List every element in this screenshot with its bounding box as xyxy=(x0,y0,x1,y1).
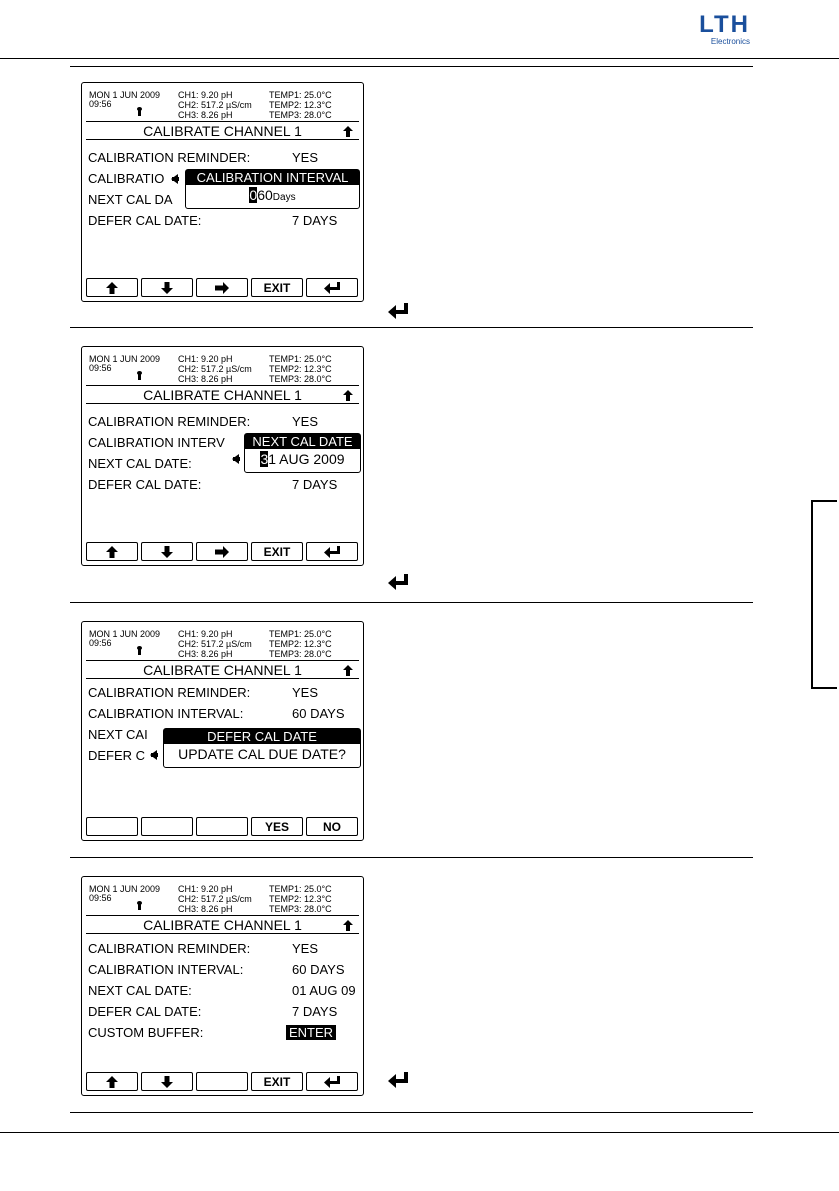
status-ch2: CH2: 517.2 µS/cm xyxy=(178,639,252,649)
arrow-right-icon xyxy=(215,282,229,294)
menu-item-next-cal-date[interactable]: NEXT CAL DATE: xyxy=(88,456,192,471)
status-ch3: CH3: 8.26 pH xyxy=(178,649,233,659)
menu-item-next-cal-date[interactable]: NEXT CAL DATE: xyxy=(88,983,192,998)
status-ch1: CH1: 9.20 pH xyxy=(178,884,233,894)
menu-item-defer-cal-date[interactable]: DEFER C xyxy=(88,748,146,763)
menu-item-custom-buffer[interactable]: CUSTOM BUFFER: xyxy=(88,1025,204,1040)
status-date: MON 1 JUN 2009 xyxy=(89,884,161,894)
down-key[interactable] xyxy=(141,542,193,561)
blank-key xyxy=(86,817,138,836)
title-rule xyxy=(86,933,359,934)
arrow-up-icon xyxy=(106,282,118,294)
section-side-tab xyxy=(811,500,837,689)
popup-title: CALIBRATION INTERVAL xyxy=(186,170,359,185)
blank-key xyxy=(141,817,193,836)
title-rule xyxy=(86,678,359,679)
calibration-reminder-value: YES xyxy=(292,414,319,429)
display-screen-4 xyxy=(81,876,364,1096)
interval-unit: Days xyxy=(272,192,296,203)
logo-subtext: Electronics xyxy=(710,37,750,46)
title-rule xyxy=(86,915,359,916)
calibration-interval-value: 60 DAYS xyxy=(292,706,345,721)
up-key[interactable] xyxy=(86,542,138,561)
next-cal-date-value: 01 AUG 09 xyxy=(292,983,356,998)
pointer-arrow-icon xyxy=(150,750,157,760)
next-cal-date-popup[interactable] xyxy=(244,433,361,473)
status-temp2: TEMP2: 12.3°C xyxy=(269,100,332,110)
scroll-up-icon xyxy=(343,920,353,931)
menu-item-calibration-reminder[interactable]: CALIBRATION REMINDER: xyxy=(88,685,251,700)
pointer-arrow-icon xyxy=(232,454,239,464)
enter-key[interactable] xyxy=(306,278,358,297)
header-rule xyxy=(0,58,839,59)
section-rule xyxy=(70,857,753,858)
interval-value: 60 xyxy=(257,187,273,203)
right-key[interactable] xyxy=(196,278,248,297)
status-ch2: CH2: 517.2 µS/cm xyxy=(178,894,252,904)
enter-icon xyxy=(324,546,340,558)
display-screen-2 xyxy=(81,346,364,566)
status-temp3: TEMP3: 28.0°C xyxy=(269,374,332,384)
status-temp3: TEMP3: 28.0°C xyxy=(269,649,332,659)
status-ch2: CH2: 517.2 µS/cm xyxy=(178,364,252,374)
defer-cal-date-popup[interactable] xyxy=(163,728,361,768)
up-key[interactable] xyxy=(86,278,138,297)
right-key[interactable] xyxy=(196,542,248,561)
softkey-bar xyxy=(86,542,359,562)
defer-cal-date-value: 7 DAYS xyxy=(292,213,338,228)
softkey-bar xyxy=(86,817,359,837)
enter-icon xyxy=(388,1072,408,1088)
arrow-right-icon xyxy=(215,546,229,558)
status-time: 09:56 xyxy=(89,893,112,903)
up-key[interactable] xyxy=(86,1072,138,1091)
enter-key[interactable] xyxy=(306,542,358,561)
enter-icon xyxy=(388,303,408,319)
enter-highlight: ENTER xyxy=(286,1025,336,1040)
screen-title: CALIBRATE CHANNEL 1 xyxy=(143,917,302,933)
scroll-up-icon xyxy=(343,126,353,137)
popup-title: NEXT CAL DATE xyxy=(245,434,360,449)
screen-title: CALIBRATE CHANNEL 1 xyxy=(143,387,302,403)
status-ch3: CH3: 8.26 pH xyxy=(178,904,233,914)
status-ch1: CH1: 9.20 pH xyxy=(178,354,233,364)
probe-icon xyxy=(138,110,141,116)
calibration-reminder-value: YES xyxy=(292,150,319,165)
menu-item-calibration-interval[interactable]: CALIBRATION INTERV xyxy=(88,435,225,450)
logo-text: LTH xyxy=(699,11,750,38)
probe-icon xyxy=(138,649,141,655)
popup-title: DEFER CAL DATE xyxy=(164,729,360,744)
interval-value-field[interactable] xyxy=(186,185,359,208)
calibration-reminder-value: YES xyxy=(292,941,319,956)
status-ch3: CH3: 8.26 pH xyxy=(178,374,233,384)
menu-item-defer-cal-date[interactable]: DEFER CAL DATE: xyxy=(88,477,202,492)
status-temp3: TEMP3: 28.0°C xyxy=(269,904,332,914)
probe-icon xyxy=(138,374,141,380)
status-ch1: CH1: 9.20 pH xyxy=(178,90,233,100)
down-key[interactable] xyxy=(141,278,193,297)
defer-cal-date-value: 7 DAYS xyxy=(292,477,338,492)
popup-question: UPDATE CAL DUE DATE? xyxy=(178,746,346,762)
no-key[interactable]: NO xyxy=(306,817,358,836)
next-cal-date-value: 1 AUG 2009 xyxy=(268,451,345,467)
scroll-up-icon xyxy=(343,390,353,401)
title-rule xyxy=(86,139,359,140)
calibration-interval-value: 60 DAYS xyxy=(292,962,345,977)
title-rule xyxy=(86,403,359,404)
section-rule xyxy=(70,327,753,328)
menu-item-next-cal-date[interactable]: NEXT CAI xyxy=(88,727,148,742)
lth-logo xyxy=(688,13,750,47)
menu-item-next-cal-date[interactable]: NEXT CAL DA xyxy=(88,192,173,207)
title-rule xyxy=(86,660,359,661)
section-rule xyxy=(70,1112,753,1113)
menu-item-defer-cal-date[interactable]: DEFER CAL DATE: xyxy=(88,213,202,228)
display-screen-3 xyxy=(81,621,364,841)
menu-item-defer-cal-date[interactable]: DEFER CAL DATE: xyxy=(88,1004,202,1019)
arrow-down-icon xyxy=(161,1076,173,1088)
status-date: MON 1 JUN 2009 xyxy=(89,629,161,639)
softkey-bar xyxy=(86,278,359,298)
exit-key[interactable]: EXIT xyxy=(251,1072,303,1091)
exit-key[interactable]: EXIT xyxy=(251,278,303,297)
scroll-up-icon xyxy=(343,665,353,676)
edit-cursor-digit: 0 xyxy=(249,187,258,203)
menu-item-calibration-interval[interactable]: CALIBRATION INTERVAL: xyxy=(88,962,244,977)
menu-item-calibration-interval[interactable]: CALIBRATION INTERVAL: xyxy=(88,706,244,721)
footer-rule xyxy=(0,1132,839,1133)
menu-item-calibration-reminder[interactable]: CALIBRATION REMINDER: xyxy=(88,150,251,165)
menu-item-calibration-interval[interactable]: CALIBRATIO xyxy=(88,171,165,186)
down-key[interactable] xyxy=(141,1072,193,1091)
title-rule xyxy=(86,121,359,122)
calibration-reminder-value: YES xyxy=(292,685,319,700)
defer-cal-date-value: 7 DAYS xyxy=(292,1004,338,1019)
custom-buffer-enter[interactable] xyxy=(286,1025,336,1040)
arrow-down-icon xyxy=(161,546,173,558)
status-time: 09:56 xyxy=(89,363,112,373)
arrow-down-icon xyxy=(161,282,173,294)
arrow-up-icon xyxy=(106,1076,118,1088)
status-date: MON 1 JUN 2009 xyxy=(89,354,161,364)
status-ch2: CH2: 517.2 µS/cm xyxy=(178,100,252,110)
status-temp1: TEMP1: 25.0°C xyxy=(269,629,332,639)
screen-title: CALIBRATE CHANNEL 1 xyxy=(143,662,302,678)
enter-icon xyxy=(324,1076,340,1088)
status-temp1: TEMP1: 25.0°C xyxy=(269,884,332,894)
softkey-bar xyxy=(86,1072,359,1092)
screen-title: CALIBRATE CHANNEL 1 xyxy=(143,123,302,139)
status-time: 09:56 xyxy=(89,99,112,109)
next-cal-date-field[interactable] xyxy=(245,449,360,469)
status-temp1: TEMP1: 25.0°C xyxy=(269,90,332,100)
menu-item-calibration-reminder[interactable]: CALIBRATION REMINDER: xyxy=(88,414,251,429)
blank-key xyxy=(196,817,248,836)
title-rule xyxy=(86,385,359,386)
enter-key[interactable] xyxy=(306,1072,358,1091)
edit-cursor-digit: 3 xyxy=(260,451,269,467)
status-temp1: TEMP1: 25.0°C xyxy=(269,354,332,364)
probe-icon xyxy=(138,904,141,910)
section-rule xyxy=(70,602,753,603)
status-time: 09:56 xyxy=(89,638,112,648)
yes-key[interactable]: YES xyxy=(251,817,303,836)
status-date: MON 1 JUN 2009 xyxy=(89,90,161,100)
exit-key[interactable]: EXIT xyxy=(251,542,303,561)
status-temp3: TEMP3: 28.0°C xyxy=(269,110,332,120)
arrow-up-icon xyxy=(106,546,118,558)
enter-icon xyxy=(324,282,340,294)
display-screen-1 xyxy=(81,82,364,302)
blank-key xyxy=(196,1072,248,1091)
status-temp2: TEMP2: 12.3°C xyxy=(269,364,332,374)
status-temp2: TEMP2: 12.3°C xyxy=(269,639,332,649)
status-ch1: CH1: 9.20 pH xyxy=(178,629,233,639)
status-ch3: CH3: 8.26 pH xyxy=(178,110,233,120)
calibration-interval-popup[interactable] xyxy=(185,169,360,209)
section-rule xyxy=(70,66,753,67)
enter-icon xyxy=(388,574,408,590)
pointer-arrow-icon xyxy=(171,174,178,184)
menu-item-calibration-reminder[interactable]: CALIBRATION REMINDER: xyxy=(88,941,251,956)
status-temp2: TEMP2: 12.3°C xyxy=(269,894,332,904)
